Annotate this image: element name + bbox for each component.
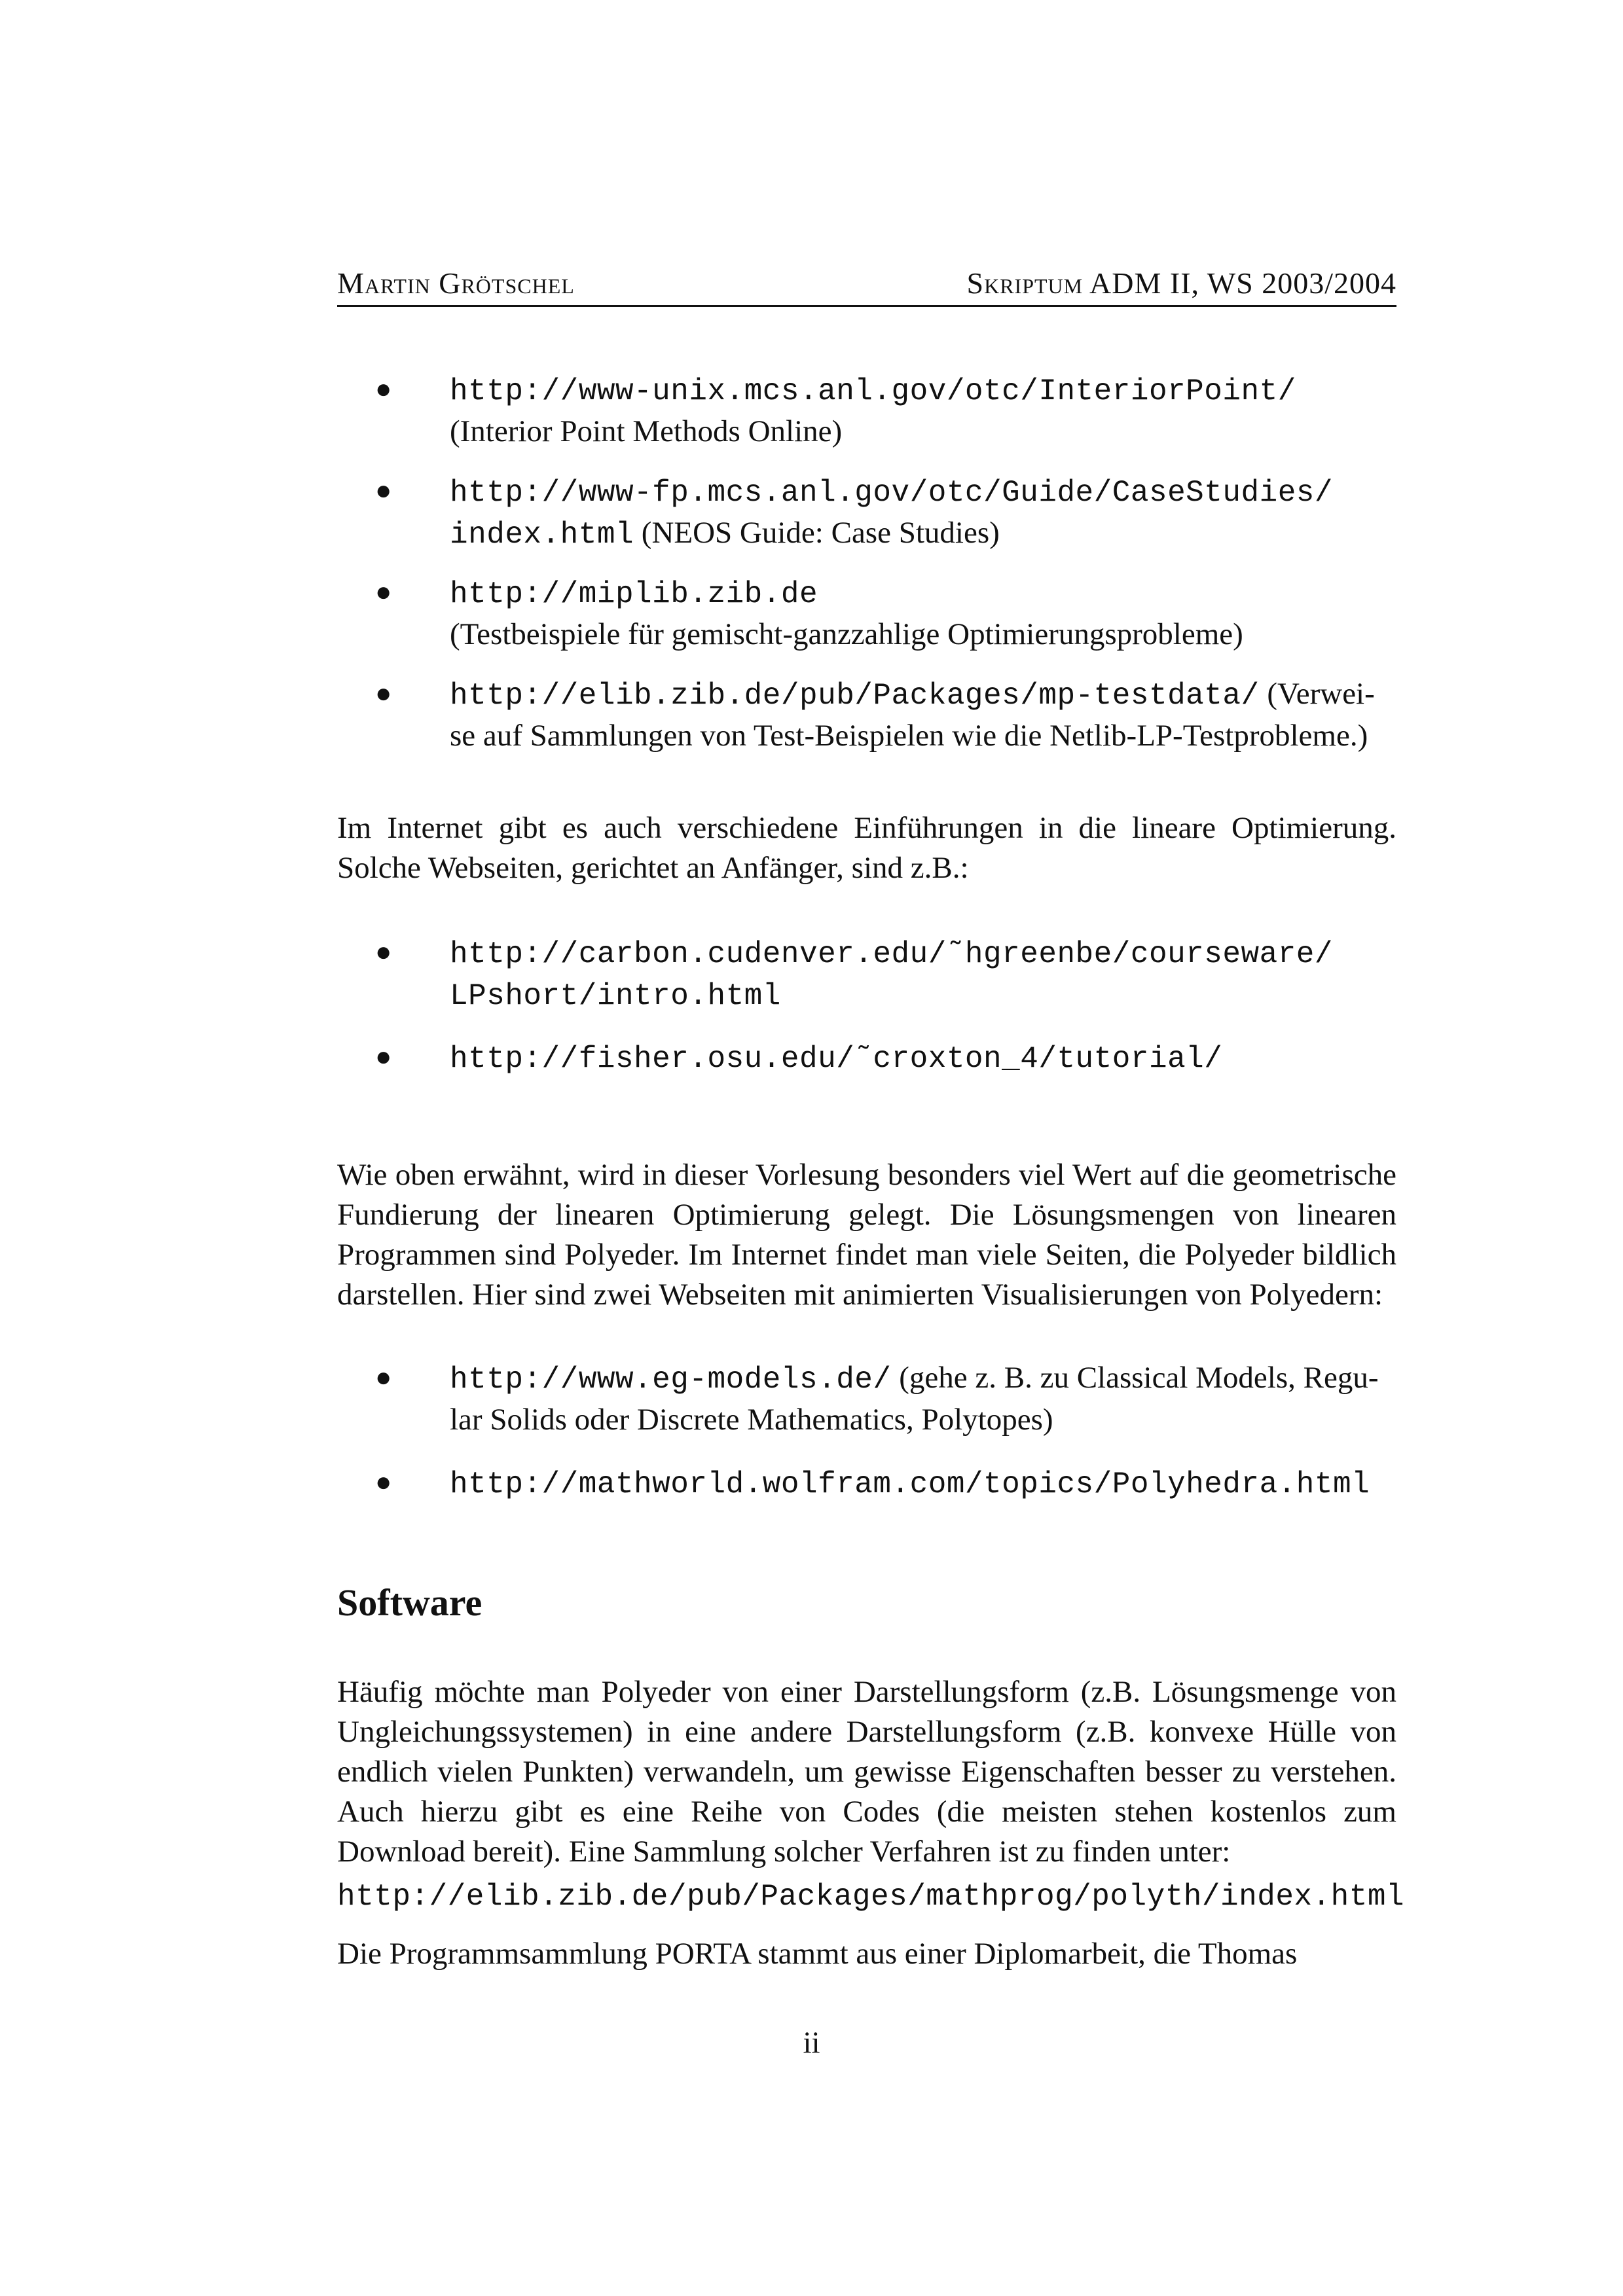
list-item <box>370 1463 1396 1505</box>
link-description: (Verwei- <box>1259 677 1375 711</box>
url-link[interactable]: http://carbon.cudenver.edu/˜hgreenbe/courseware/ <box>450 937 1334 971</box>
bullet-icon: ● <box>375 1042 392 1072</box>
running-header <box>337 266 1396 307</box>
link-description-continued: se auf Sammlungen von Test-Beispielen wie die Netlib-LP-Testprobleme.) <box>450 719 1368 753</box>
url-link[interactable]: http://fisher.osu.edu/˜croxton_4/tutorial/ <box>450 1042 1223 1076</box>
paragraph: Wie oben erwähnt, wird in dieser Vorlesung besonders viel Wert auf die geometrische Fundierung der linearen Optimierung gelegt. Die Lösungsmengen von linearen Programmen sind Polyeder. Im Internet findet man viele Seiten, die Polyeder bildlich darstellen. Hier sind zwei Webseiten mit animierten Visualisierungen von Polyedern: <box>337 1158 1396 1312</box>
url-link[interactable]: http://elib.zib.de/pub/Packages/mathprog/polyth/index.html <box>337 1880 1405 1914</box>
list-item <box>370 471 1396 555</box>
list-item <box>370 370 1396 452</box>
url-link[interactable]: http://mathworld.wolfram.com/topics/Polyhedra.html <box>450 1467 1370 1501</box>
url-link-continued[interactable]: LPshort/intro.html <box>450 979 781 1013</box>
list-item <box>370 933 1396 1016</box>
paragraph: Häufig möchte man Polyeder von einer Darstellungsform (z.B. Lösungsmenge von Ungleichungssystemen) in eine andere Darstellungsform (z.B. konvexe Hülle von endlich vielen Punkten) verwandeln, um gewisse Eigenschaften besser zu verstehen. Auch hierzu gibt es eine Reihe von Codes (die meisten stehen kostenlos zum Download bereit). Eine Sammlung solcher Verfahren ist zu finden unter: <box>337 1675 1396 1869</box>
bullet-icon: ● <box>375 577 392 607</box>
bullet-icon: ● <box>375 1363 392 1393</box>
url-link-continued[interactable]: index.html <box>450 518 634 552</box>
paragraph: Im Internet gibt es auch verschiedene Einführungen in die lineare Optimierung. Solche Webseiten, gerichtet an Anfänger, sind z.B.: <box>337 811 1396 885</box>
list-item <box>370 1037 1396 1079</box>
header-course: Skriptum ADM II, WS 2003/2004 <box>966 266 1396 300</box>
list-item <box>370 573 1396 655</box>
bullet-icon: ● <box>375 374 392 404</box>
bullet-icon: ● <box>375 1467 392 1498</box>
standalone-url <box>337 1875 1405 1917</box>
list-item <box>370 1358 1396 1440</box>
link-description: (gehe z. B. zu Classical Models, Regu- <box>891 1361 1379 1395</box>
header-author: Martin Grötschel <box>337 266 575 300</box>
list-item <box>370 674 1396 756</box>
url-link[interactable]: http://www-unix.mcs.anl.gov/otc/InteriorPoint/ <box>450 374 1296 408</box>
link-description: (Testbeispiele für gemischt-ganzzahlige Optimierungsprobleme) <box>450 617 1243 651</box>
bullet-icon: ● <box>375 476 392 506</box>
paragraph: Die Programmsammlung PORTA stammt aus einer Diplomarbeit, die Thomas <box>337 1937 1298 1971</box>
url-link[interactable]: http://elib.zib.de/pub/Packages/mp-testdata/ <box>450 679 1260 713</box>
link-description: (NEOS Guide: Case Studies) <box>634 516 1000 550</box>
page-number: ii <box>803 2026 820 2060</box>
section-heading: Software <box>337 1581 483 1624</box>
link-description-continued: lar Solids oder Discrete Mathematics, Polytopes) <box>450 1403 1053 1437</box>
url-link[interactable]: http://www-fp.mcs.anl.gov/otc/Guide/CaseStudies/ <box>450 476 1334 510</box>
link-description: (Interior Point Methods Online) <box>450 414 843 448</box>
bullet-icon: ● <box>375 937 392 967</box>
url-link[interactable]: http://miplib.zib.de <box>450 577 818 611</box>
bullet-icon: ● <box>375 679 392 709</box>
url-link[interactable]: http://www.eg-models.de/ <box>450 1363 892 1397</box>
